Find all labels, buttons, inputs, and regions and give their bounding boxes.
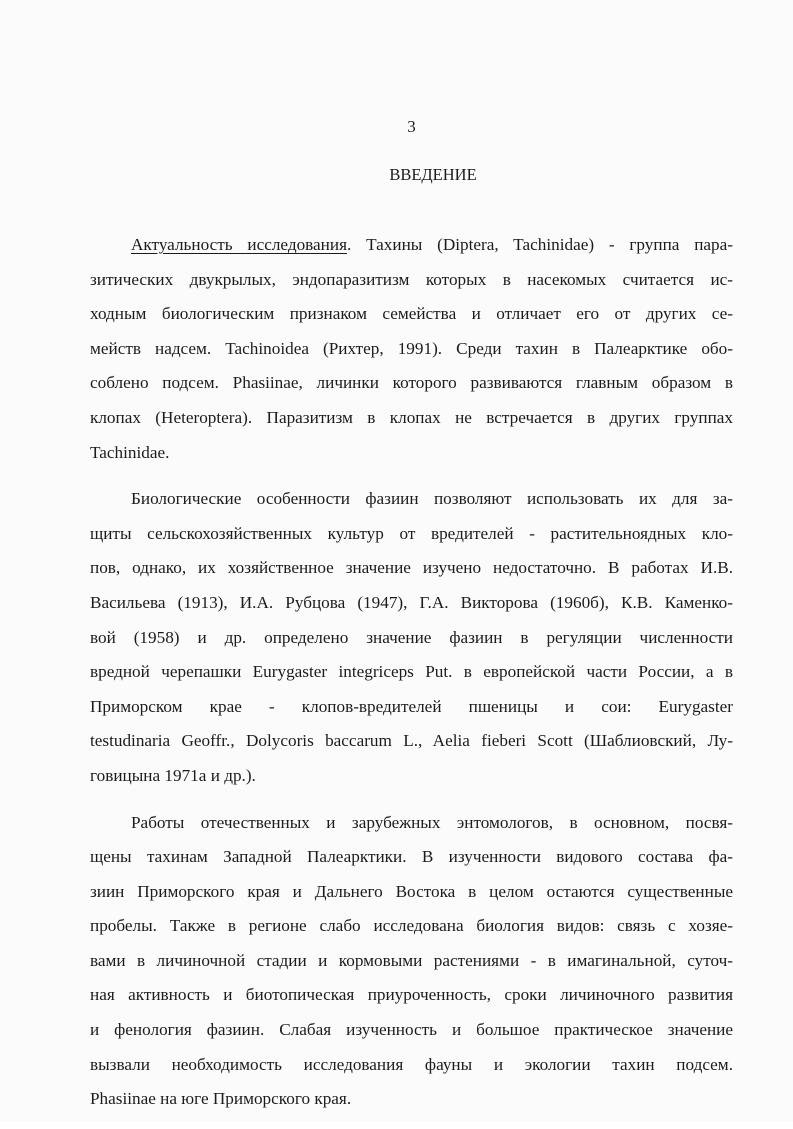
- text-line: [90, 690, 733, 725]
- line-text: щены тахинам Западной Палеарктики. В изученности видового состава фа-: [90, 847, 733, 867]
- text-line: [90, 840, 733, 875]
- line-text: testudinaria Geoffr., Dolycoris baccarum L., Aelia fieberi Scott (Шаблиовский, Лу-: [90, 731, 733, 751]
- underlined-term: Актуальность исследования: [131, 235, 347, 254]
- text-line: [90, 586, 733, 621]
- line-text: пробелы. Также в регионе слабо исследована биология видов: связь с хозяе-: [90, 916, 733, 936]
- text-line: [90, 724, 733, 759]
- line-text: ходным биологическим признаком семейства и отличает его от других се-: [90, 304, 733, 324]
- page-number: 3: [407, 117, 416, 136]
- text-line: [90, 1082, 733, 1117]
- paragraph: [90, 482, 733, 793]
- text-line: [90, 1048, 733, 1083]
- text-line: [90, 909, 733, 944]
- paragraph-list: [90, 228, 733, 1117]
- line-text: соблено подсем. Phasiinae, личинки которого развиваются главным образом в: [90, 373, 733, 393]
- text-line: [90, 482, 733, 517]
- line-text: зитических двукрылых, эндопаразитизм которых в насекомых считается ис-: [90, 269, 733, 289]
- text-line: [90, 517, 733, 552]
- text-line: [90, 228, 733, 263]
- line-text: . Тахины (Diptera, Tachinidae) - группа пара-: [346, 235, 733, 254]
- text-line: [90, 263, 733, 298]
- line-text: Phasiinae на юге Приморского края.: [90, 1089, 352, 1109]
- line-text: Приморском крае - клопов-вредителей пшеницы и сои: Eurygaster: [90, 696, 733, 716]
- line-text: клопах (Heteroptera). Паразитизм в клопах не встречается в других группах: [90, 407, 733, 427]
- line-text: Tachinidae.: [90, 442, 170, 462]
- text-line: [90, 401, 733, 436]
- line-text: зиин Приморского края и Дальнего Востока в целом остаются существенные: [90, 881, 733, 901]
- text-line: [90, 944, 733, 979]
- text-line: [90, 806, 733, 841]
- line-text: Работы отечественных и зарубежных энтомологов, в основном, посвя-: [131, 812, 733, 832]
- line-text: и фенология фазиин. Слабая изученность и большое практическое значение: [90, 1020, 733, 1040]
- text-line: [90, 621, 733, 656]
- paragraph: [90, 228, 733, 470]
- line-text: пов, однако, их хозяйственное значение изучено недостаточно. В работах И.В.: [90, 558, 733, 578]
- line-text: мейств надсем. Tachinoidea (Рихтер, 1991). Среди тахин в Палеарктике обо-: [90, 338, 733, 358]
- line-text: вызвали необходимость исследования фауны и экологии тахин подсем.: [90, 1054, 733, 1074]
- text-line: [90, 1013, 733, 1048]
- line-text: Биологические особенности фазиин позволяют использовать их для за-: [131, 489, 733, 509]
- text-line: [90, 297, 733, 332]
- text-line: [90, 978, 733, 1013]
- line-text: вой (1958) и др. определено значение фазиин в регуляции численности: [90, 627, 733, 647]
- line-text: говицына 1971а и др.).: [90, 765, 256, 785]
- section-heading: ВВЕДЕНИЕ: [389, 165, 477, 184]
- document-body: [90, 228, 733, 1129]
- text-line: [90, 366, 733, 401]
- text-line: [90, 759, 733, 794]
- text-line: [90, 551, 733, 586]
- line-text: Васильева (1913), И.А. Рубцова (1947), Г.А. Викторова (1960б), К.В. Каменко-: [90, 592, 733, 612]
- text-line: [90, 875, 733, 910]
- paragraph: [90, 806, 733, 1117]
- line-text: щиты сельскохозяйственных культур от вредителей - растительноядных кло-: [90, 523, 733, 543]
- text-line: [90, 332, 733, 367]
- line-text: вами в личиночной стадии и кормовыми растениями - в имагинальной, суточ-: [90, 950, 733, 970]
- text-line: [90, 655, 733, 690]
- line-text: ная активность и биотопическая приуроченность, сроки личиночного развития: [90, 985, 733, 1005]
- line-text: вредной черепашки Eurygaster integriceps Put. в европейской части России, а в: [90, 662, 733, 682]
- text-line: [90, 436, 733, 471]
